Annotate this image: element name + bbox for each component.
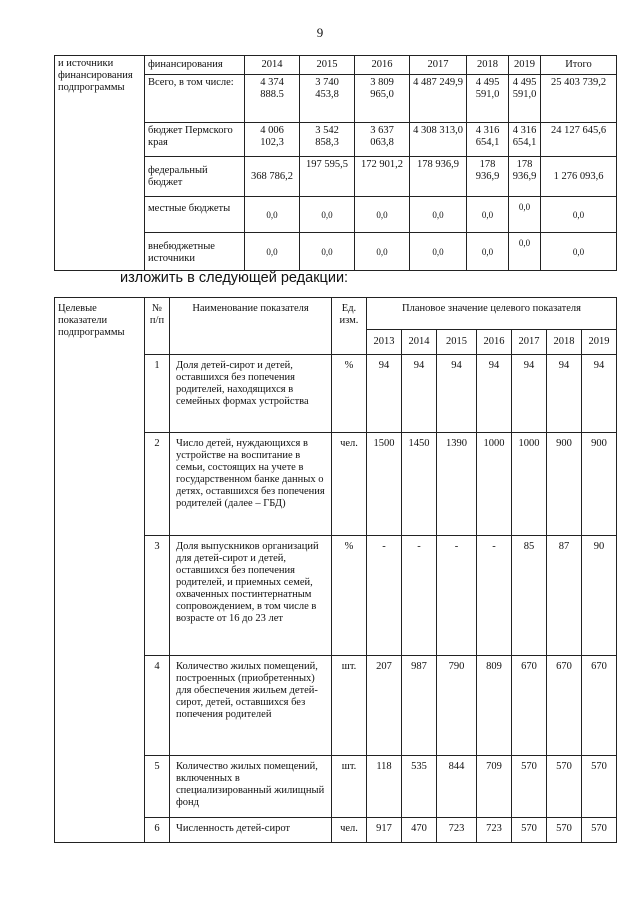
value-cell: 570 bbox=[512, 756, 547, 818]
value-cell: 1500 bbox=[367, 433, 402, 536]
value-cell: 172 901,2 bbox=[355, 157, 410, 197]
amendment-text: изложить в следующей редакции: bbox=[120, 270, 349, 286]
value-cell: 0,0 bbox=[410, 197, 467, 233]
value-cell: 1450 bbox=[402, 433, 437, 536]
value-cell: 670 bbox=[512, 656, 547, 756]
value-cell: - bbox=[402, 536, 437, 656]
value-cell: 900 bbox=[582, 433, 617, 536]
indicator-name: Доля выпускников организаций для детей-сирот и детей, оставшихся без попечения родителей, и приемных семей, охваченных постинтернатным сопровождением, в том числе в возрасте от 16 до 23 лет bbox=[170, 536, 332, 656]
source-name: Всего, в том числе: bbox=[145, 75, 245, 123]
value-cell: 709 bbox=[477, 756, 512, 818]
total-cell: 1 276 093,6 bbox=[541, 157, 617, 197]
year-header: 2017 bbox=[410, 56, 467, 75]
value-cell: 0,0 bbox=[410, 233, 467, 271]
value-cell: 197 595,5 bbox=[300, 157, 355, 197]
total-cell: 0,0 bbox=[541, 197, 617, 233]
value-cell: - bbox=[477, 536, 512, 656]
unit-cell: чел. bbox=[332, 818, 367, 843]
value-cell: 94 bbox=[582, 355, 617, 433]
row-number: 5 bbox=[145, 756, 170, 818]
value-cell: 790 bbox=[437, 656, 477, 756]
row-number: 4 bbox=[145, 656, 170, 756]
value-cell: 670 bbox=[547, 656, 582, 756]
indicator-name: Количество жилых помещений, включенных в специализированный жилищный фонд bbox=[170, 756, 332, 818]
indicators-section-label: Целевые показатели подпрограммы bbox=[55, 298, 145, 843]
value-cell: 0,0 bbox=[509, 233, 541, 271]
value-cell: 917 bbox=[367, 818, 402, 843]
unit-cell: чел. bbox=[332, 433, 367, 536]
value-cell: 570 bbox=[547, 756, 582, 818]
financing-table bbox=[54, 55, 617, 271]
value-cell: 4 495 591,0 bbox=[509, 75, 541, 123]
value-cell: 0,0 bbox=[509, 197, 541, 233]
year-header: 2016 bbox=[355, 56, 410, 75]
financing-section-label: и источники финансирования подпрограммы bbox=[55, 56, 145, 271]
value-cell: 94 bbox=[477, 355, 512, 433]
value-cell: 570 bbox=[547, 818, 582, 843]
year-header: 2018 bbox=[547, 330, 582, 355]
value-cell: 90 bbox=[582, 536, 617, 656]
value-cell: 0,0 bbox=[300, 197, 355, 233]
value-cell: 723 bbox=[437, 818, 477, 843]
value-cell: 1390 bbox=[437, 433, 477, 536]
value-cell: 844 bbox=[437, 756, 477, 818]
total-cell: 0,0 bbox=[541, 233, 617, 271]
name-header: Наименование показателя bbox=[170, 298, 332, 355]
value-cell: 570 bbox=[582, 818, 617, 843]
value-cell: 1000 bbox=[512, 433, 547, 536]
year-header: 2014 bbox=[245, 56, 300, 75]
financing-header: финансирования bbox=[145, 56, 245, 75]
unit-cell: % bbox=[332, 355, 367, 433]
value-cell: 4 316 654,1 bbox=[509, 123, 541, 157]
value-cell: 0,0 bbox=[467, 197, 509, 233]
year-header: 2015 bbox=[437, 330, 477, 355]
source-name: внебюджетные источники bbox=[145, 233, 245, 271]
year-header: 2017 bbox=[512, 330, 547, 355]
unit-cell: % bbox=[332, 536, 367, 656]
indicators-table bbox=[54, 297, 617, 843]
value-cell: 570 bbox=[582, 756, 617, 818]
value-cell: 94 bbox=[512, 355, 547, 433]
year-header: 2015 bbox=[300, 56, 355, 75]
year-header: 2018 bbox=[467, 56, 509, 75]
value-cell: 4 308 313,0 bbox=[410, 123, 467, 157]
row-number: 3 bbox=[145, 536, 170, 656]
row-number: 1 bbox=[145, 355, 170, 433]
unit-cell: шт. bbox=[332, 756, 367, 818]
value-cell: 1000 bbox=[477, 433, 512, 536]
value-cell: - bbox=[437, 536, 477, 656]
source-name: местные бюджеты bbox=[145, 197, 245, 233]
page-number: 9 bbox=[316, 25, 324, 40]
value-cell: 900 bbox=[547, 433, 582, 536]
value-cell: 94 bbox=[402, 355, 437, 433]
value-cell: 670 bbox=[582, 656, 617, 756]
value-cell: 570 bbox=[512, 818, 547, 843]
value-cell: 535 bbox=[402, 756, 437, 818]
unit-header: Ед. изм. bbox=[332, 298, 367, 355]
planned-value-header: Плановое значение целевого показателя bbox=[367, 298, 617, 330]
value-cell: 470 bbox=[402, 818, 437, 843]
value-cell: 0,0 bbox=[245, 233, 300, 271]
total-cell: 24 127 645,6 bbox=[541, 123, 617, 157]
value-cell: 987 bbox=[402, 656, 437, 756]
value-cell: 3 542 858,3 bbox=[300, 123, 355, 157]
year-header: 2014 bbox=[402, 330, 437, 355]
value-cell: 178 936,9 bbox=[467, 157, 509, 197]
value-cell: 0,0 bbox=[245, 197, 300, 233]
value-cell: 4 487 249,9 bbox=[410, 75, 467, 123]
value-cell: 207 bbox=[367, 656, 402, 756]
value-cell: 368 786,2 bbox=[245, 157, 300, 197]
year-header: 2016 bbox=[477, 330, 512, 355]
year-header: 2013 bbox=[367, 330, 402, 355]
value-cell: 4 374 888.5 bbox=[245, 75, 300, 123]
indicator-name: Число детей, нуждающихся в устройстве на воспитание в семьи, состоящих на учете в государственном банке данных о детях, оставшихся без попечения родителей (далее – ГБД) bbox=[170, 433, 332, 536]
value-cell: 4 006 102,3 bbox=[245, 123, 300, 157]
indicator-name: Численность детей-сирот bbox=[170, 818, 332, 843]
value-cell: 723 bbox=[477, 818, 512, 843]
value-cell: 118 bbox=[367, 756, 402, 818]
num-header: № п/п bbox=[145, 298, 170, 355]
value-cell: 4 495 591,0 bbox=[467, 75, 509, 123]
value-cell: 0,0 bbox=[300, 233, 355, 271]
value-cell: 3 637 063,8 bbox=[355, 123, 410, 157]
value-cell: 809 bbox=[477, 656, 512, 756]
indicator-name: Количество жилых помещений, построенных (приобретенных) для обеспечения жильем детей-сирот, детей, оставшихся без попечения родителей bbox=[170, 656, 332, 756]
value-cell: 85 bbox=[512, 536, 547, 656]
indicator-name: Доля детей-сирот и детей, оставшихся без попечения родителей, находящихся в семейных формах устройства bbox=[170, 355, 332, 433]
value-cell: 94 bbox=[367, 355, 402, 433]
value-cell: 178 936,9 bbox=[509, 157, 541, 197]
value-cell: 94 bbox=[547, 355, 582, 433]
value-cell: 0,0 bbox=[467, 233, 509, 271]
row-number: 6 bbox=[145, 818, 170, 843]
row-number: 2 bbox=[145, 433, 170, 536]
value-cell: 0,0 bbox=[355, 197, 410, 233]
value-cell: 3 740 453,8 bbox=[300, 75, 355, 123]
value-cell: 87 bbox=[547, 536, 582, 656]
year-header: 2019 bbox=[582, 330, 617, 355]
value-cell: 0,0 bbox=[355, 233, 410, 271]
total-header: Итого bbox=[541, 56, 617, 75]
value-cell: 4 316 654,1 bbox=[467, 123, 509, 157]
unit-cell: шт. bbox=[332, 656, 367, 756]
value-cell: 3 809 965,0 bbox=[355, 75, 410, 123]
value-cell: 178 936,9 bbox=[410, 157, 467, 197]
total-cell: 25 403 739,2 bbox=[541, 75, 617, 123]
value-cell: - bbox=[367, 536, 402, 656]
source-name: федеральный бюджет bbox=[145, 157, 245, 197]
year-header: 2019 bbox=[509, 56, 541, 75]
value-cell: 94 bbox=[437, 355, 477, 433]
source-name: бюджет Пермского края bbox=[145, 123, 245, 157]
